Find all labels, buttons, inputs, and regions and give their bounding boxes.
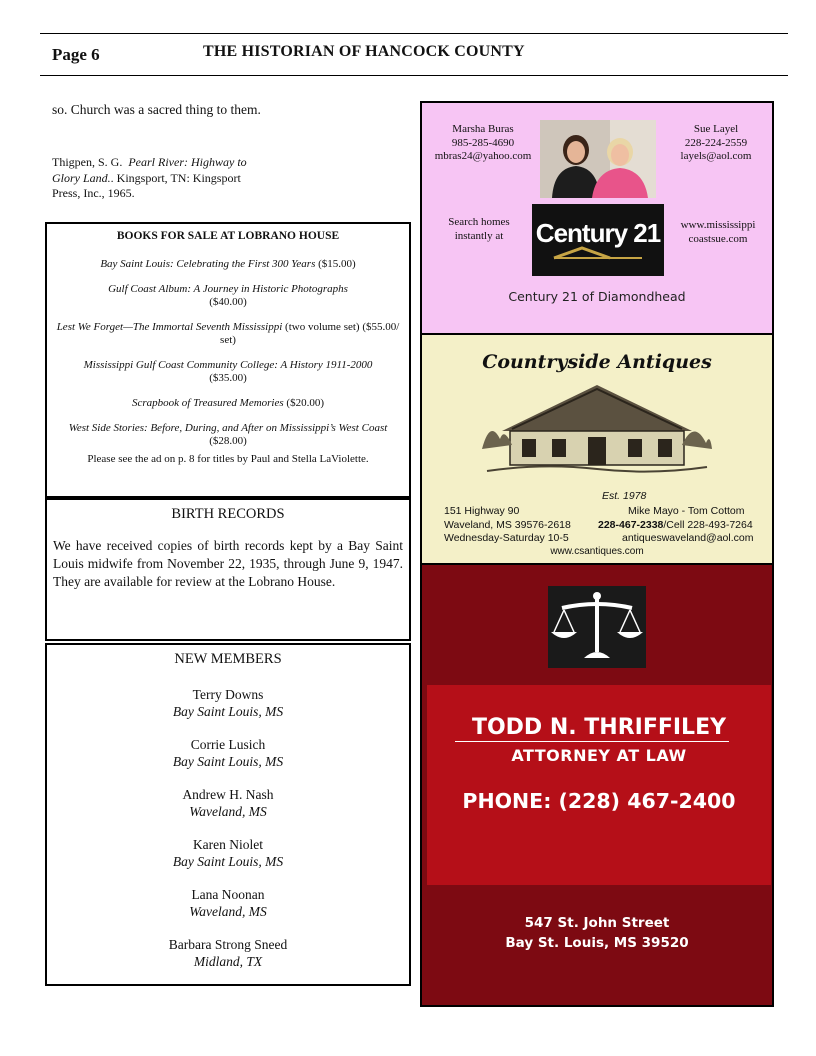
member-name: Terry Downs [192, 687, 264, 702]
scales-of-justice-icon [548, 586, 646, 668]
page-number: Page 6 [52, 45, 100, 64]
antiques-email[interactable]: antiqueswaveland@aol.com [622, 532, 754, 544]
member-entry [47, 886, 409, 920]
new-members-heading: NEW MEMBERS [174, 651, 282, 667]
antiques-name: Countryside Antiques [482, 351, 712, 373]
website-link[interactable]: www.mississippi coastsue.com [680, 219, 756, 245]
citation-title: Pearl River: Highway to Glory Land. [52, 155, 247, 185]
attorney-ad [422, 565, 772, 1005]
member-location: Bay Saint Louis, MS [172, 754, 284, 769]
attorney-title: ATTORNEY AT LAW [511, 746, 687, 765]
book-item: West Side Stories: Before, During, and After on Mississippi’s West Coast ($28.00) [68, 422, 388, 447]
member-entry [47, 936, 409, 970]
birth-records-box [45, 498, 411, 641]
attorney-street: 547 St. John Street [524, 915, 670, 931]
attorney-city: Bay St. Louis, MS 39520 [505, 935, 689, 951]
house-sketch-icon [482, 379, 712, 479]
member-entry [47, 786, 409, 820]
book-item: Bay Saint Louis: Celebrating the First 300 Years ($15.00) [100, 258, 356, 270]
member-location: Midland, TX [193, 954, 263, 969]
attorney-divider [455, 741, 729, 742]
antiques-contact: Mike Mayo - Tom Cottom 228-467-2338/Cell 228-493-7264 antiqueswaveland@aol.com [598, 505, 754, 544]
antiques-phone: 228-467-2338 [598, 518, 664, 531]
member-location: Bay Saint Louis, MS [172, 704, 284, 719]
search-homes-text: Search homes instantly at [448, 216, 510, 242]
antiques-website[interactable]: www.csantiques.com [550, 546, 644, 557]
member-name: Corrie Lusich [190, 737, 266, 752]
member-name: Karen Niolet [192, 837, 264, 852]
birth-records-body: We have received copies of birth records kept by a Bay Saint Louis midwife from November 22, 1935, through June 9, 1947. They are available for review at the Lobrano House. [53, 538, 403, 589]
antiques-cell: /Cell 228-493-7264 [663, 518, 753, 531]
continued-paragraph: so. Church was a sacred thing to them. [52, 102, 261, 117]
book-item: Scrapbook of Treasured Memories ($20.00) [132, 397, 324, 409]
century21-office: Century 21 of Diamondhead [508, 289, 686, 304]
agent-sue: Sue Layel 228-224-2559 layels@aol.com [680, 123, 752, 162]
member-entry [47, 736, 409, 770]
antiques-address: 151 Highway 90 Waveland, MS 39576-2618 Wednesday-Saturday 10-5 [444, 505, 571, 544]
books-heading: BOOKS FOR SALE AT LOBRANO HOUSE [116, 230, 340, 242]
member-name: Barbara Strong Sneed [168, 937, 288, 952]
attorney-phone: PHONE: (228) 467-2400 [462, 789, 736, 813]
header-top-rule [40, 33, 788, 34]
attorney-panel [427, 685, 771, 885]
book-item: Mississippi Gulf Coast Community College: A History 1911-2000 ($35.00) [83, 359, 373, 384]
member-location: Waveland, MS [189, 804, 267, 819]
member-location: Waveland, MS [189, 904, 267, 919]
member-name: Andrew H. Nash [182, 787, 274, 802]
header-bottom-rule [40, 75, 788, 76]
books-note: Please see the ad on p. 8 for titles by Paul and Stella LaViolette. [87, 453, 369, 465]
agents-photo [540, 120, 656, 198]
book-item: Gulf Coast Album: A Journey in Historic Photographs ($40.00) [108, 283, 348, 308]
agent-marsha: Marsha Buras 985-285-4690 mbras24@yahoo.com [434, 123, 532, 162]
member-name: Lana Noonan [191, 887, 265, 902]
advertisements-column [420, 101, 774, 1007]
attorney-name: TODD N. THRIFFILEY [471, 715, 727, 740]
books-for-sale-box [45, 222, 411, 498]
member-location: Bay Saint Louis, MS [172, 854, 284, 869]
century21-logo [532, 204, 664, 276]
citation-publisher: . Kingsport, TN: Kingsport Press, Inc., 1965. [52, 170, 241, 200]
new-members-box [45, 643, 411, 986]
citation-author: Thigpen, S. G. [52, 155, 123, 169]
bibliography-citation [52, 155, 266, 202]
book-item: Lest We Forget—The Immortal Seventh Mississippi (two volume set) ($55.00/ set) [56, 321, 400, 346]
century21-logo-text: Century 21 [535, 218, 661, 248]
publication-title: THE HISTORIAN OF HANCOCK COUNTY [203, 43, 525, 60]
birth-records-heading: BIRTH RECORDS [171, 506, 285, 522]
century21-ad [422, 103, 772, 335]
antiques-established: Est. 1978 [602, 490, 647, 502]
member-entry [47, 836, 409, 870]
member-entry [47, 686, 409, 720]
countryside-antiques-ad [422, 335, 772, 565]
